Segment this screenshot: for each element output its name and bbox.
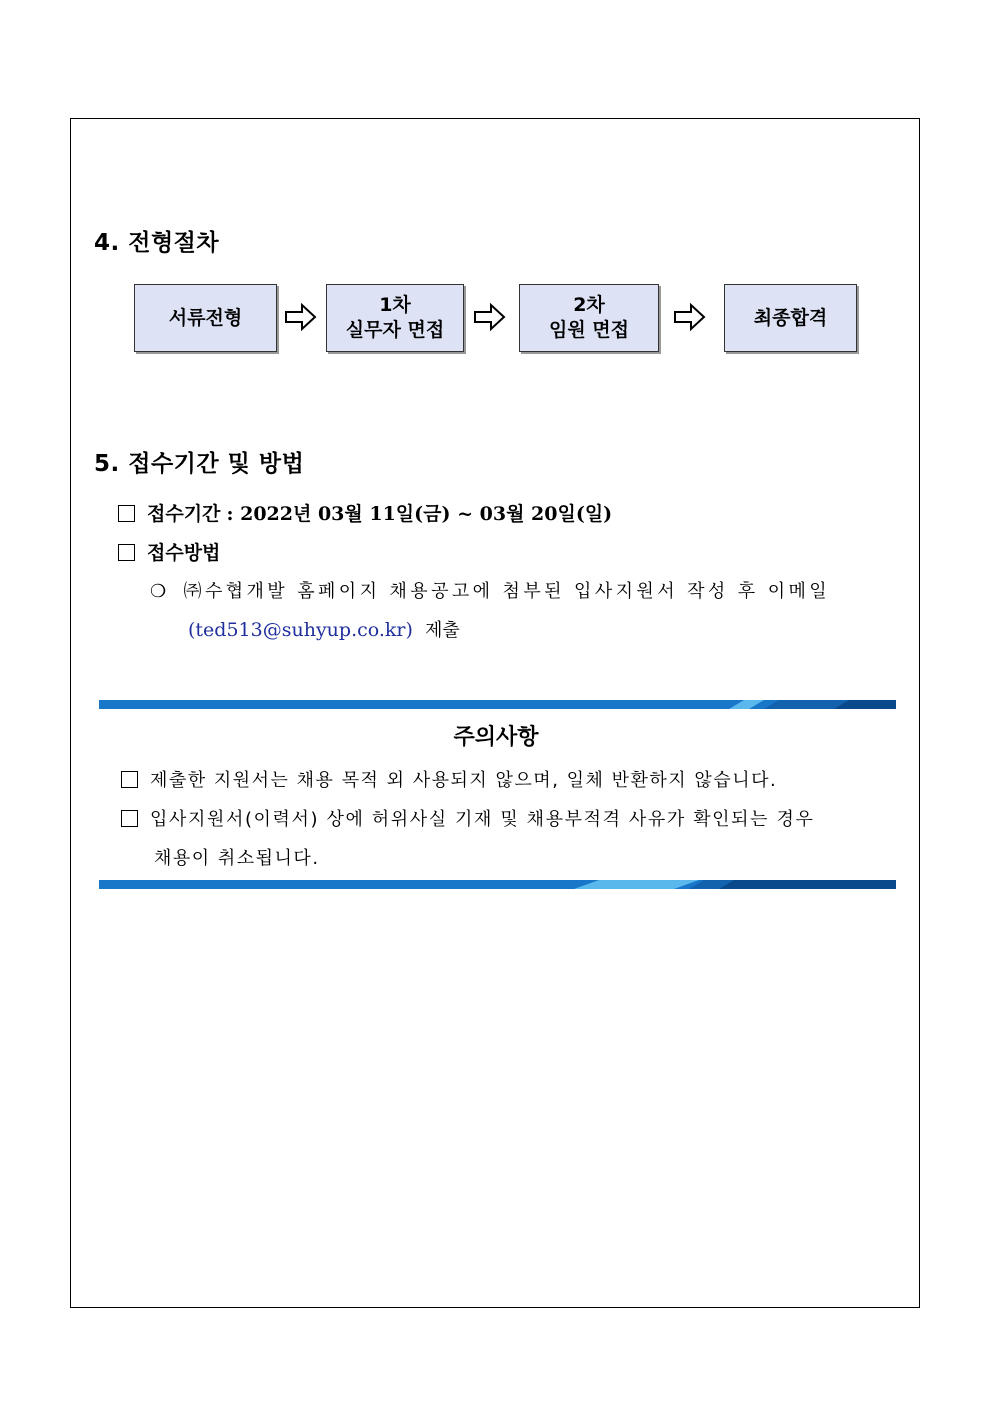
step-first-interview — [326, 284, 464, 352]
period-label: 접수기간 — [147, 503, 221, 525]
step-label: 2차 — [573, 294, 605, 316]
method-description — [150, 577, 830, 603]
method-text: ㈜수협개발 홈페이지 채용공고에 첨부된 입사지원서 작성 후 이메일 — [183, 581, 831, 602]
notice-bottom-bar — [99, 880, 896, 889]
section-4-title: 4. 전형절차 — [94, 230, 220, 256]
period-line — [118, 499, 612, 526]
step-label: 1차 — [379, 294, 411, 316]
method-label: 접수방법 — [147, 542, 221, 564]
notice-item-1 — [121, 766, 777, 792]
period-value: : 2022년 03월 11일(금) ~ 03월 20일(일) — [226, 503, 613, 525]
checkbox-icon — [118, 505, 135, 522]
notice-item-text: 제출한 지원서는 채용 목적 외 사용되지 않으며, 일체 반환하지 않습니다. — [150, 770, 778, 791]
notice-title: 주의사항 — [453, 725, 539, 750]
email-link[interactable]: (ted513@suhyup.co.kr) — [188, 619, 413, 641]
submit-text: 제출 — [424, 620, 460, 641]
notice-item-2 — [121, 805, 814, 831]
checkbox-icon — [121, 810, 138, 827]
method-email-line — [188, 616, 460, 642]
step-final-pass — [724, 284, 857, 352]
notice-item-2-continued: 채용이 취소됩니다. — [154, 848, 320, 869]
step-label: 최종합격 — [753, 306, 828, 329]
method-line — [118, 538, 220, 565]
arrow-right-icon — [284, 302, 318, 332]
step-label: 임원 면접 — [548, 319, 630, 341]
arrow-right-icon — [673, 302, 707, 332]
notice-item-text: 입사지원서(이력서) 상에 허위사실 기재 및 채용부적격 사유가 확인되는 경우 — [150, 809, 815, 830]
arrow-right-icon — [473, 302, 507, 332]
step-label: 실무자 면접 — [345, 319, 445, 341]
step-label: 서류전형 — [168, 306, 243, 329]
checkbox-icon — [118, 544, 135, 561]
checkbox-icon — [121, 771, 138, 788]
step-second-interview — [519, 284, 659, 352]
step-document-screening — [134, 284, 277, 352]
notice-top-bar — [99, 700, 896, 709]
section-5-title: 5. 접수기간 및 방법 — [94, 451, 305, 477]
circle-bullet-icon: ❍ — [150, 581, 170, 602]
